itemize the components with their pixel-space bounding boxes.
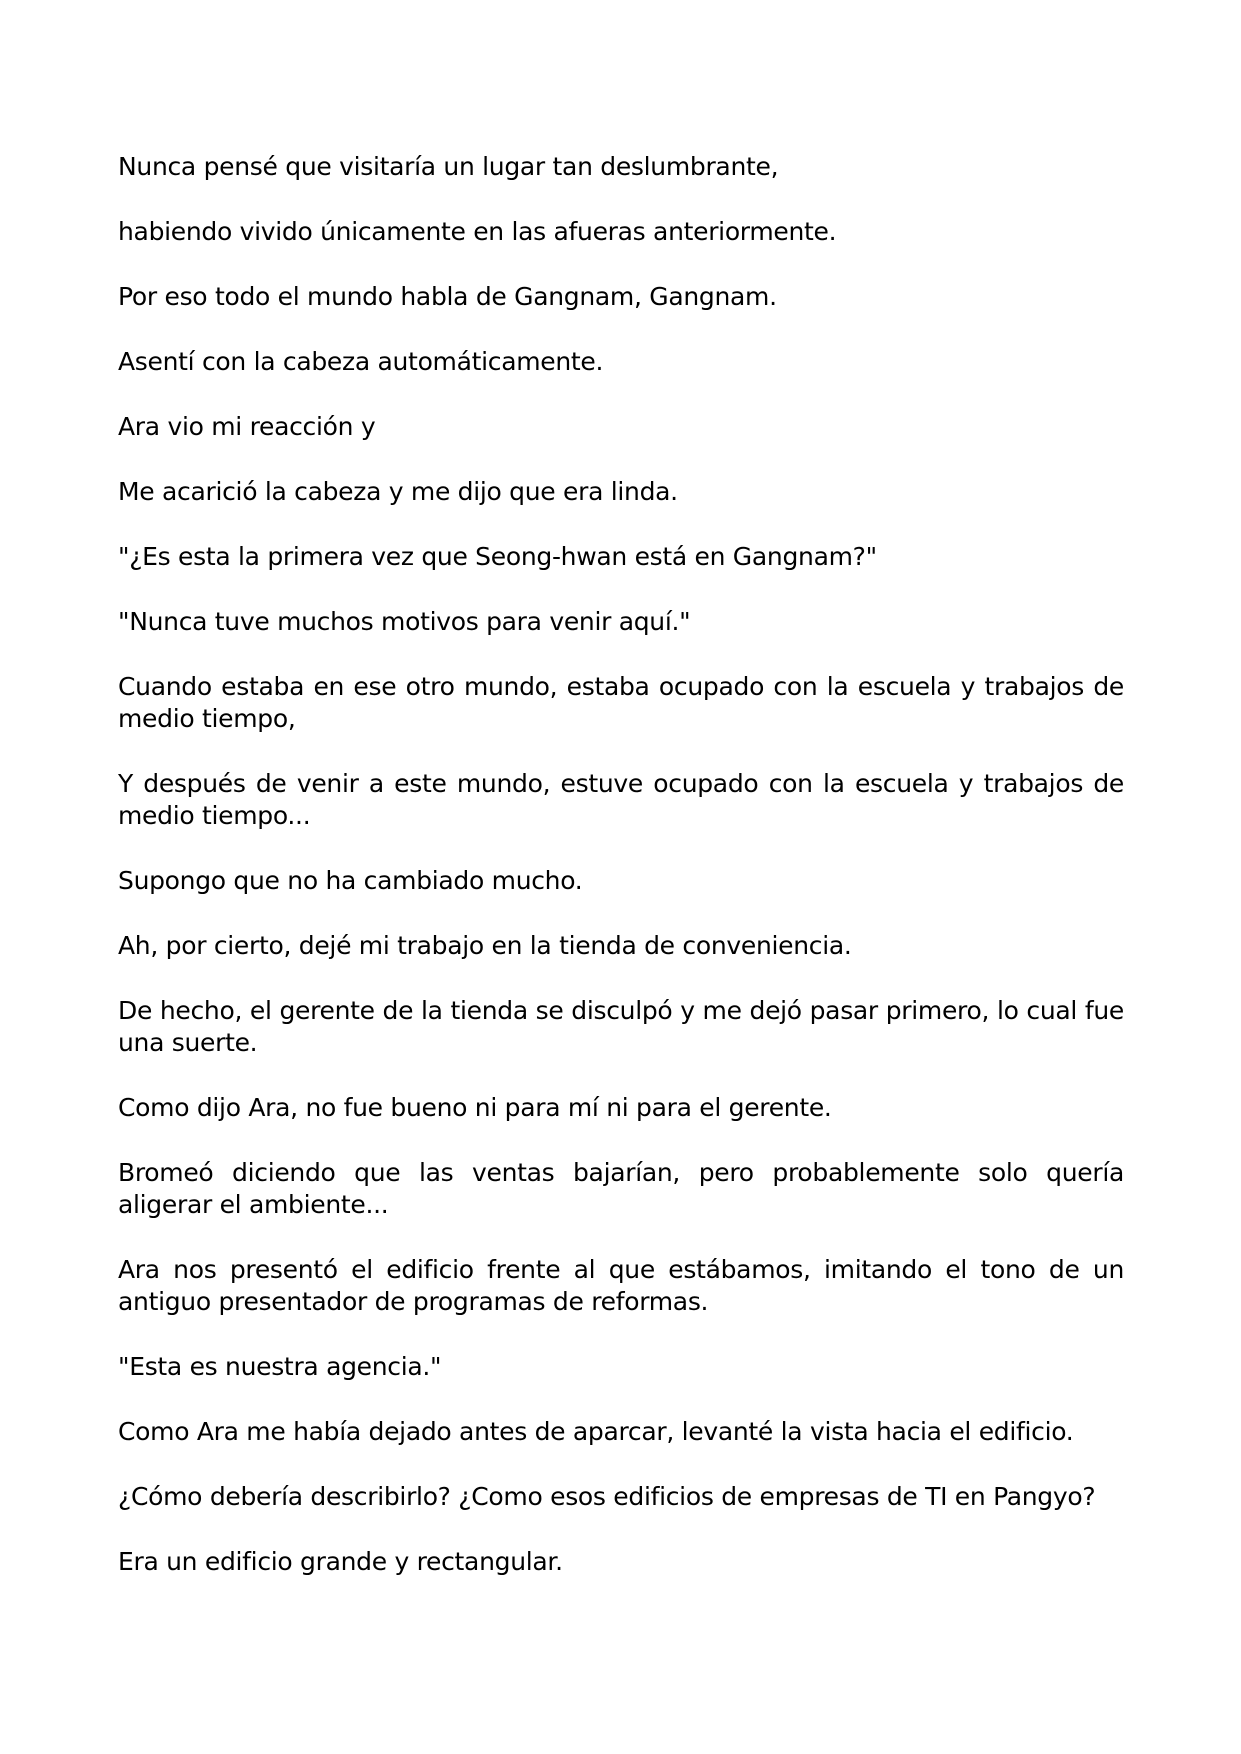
paragraph-20: Era un edificio grande y rectangular. (118, 1547, 563, 1576)
paragraph-5: Ara vio mi reacción y (118, 412, 376, 441)
document-page (118, 151, 1124, 1611)
paragraph-18: Como Ara me había dejado antes de aparcar, levanté la vista hacia el edificio. (118, 1417, 1074, 1446)
paragraph-8: "Nunca tuve muchos motivos para venir aquí." (118, 607, 691, 636)
paragraph-1: Nunca pensé que visitaría un lugar tan deslumbrante, (118, 152, 779, 181)
paragraph-16: Ara nos presentó el edificio frente al que estábamos, imitando el tono de un antiguo presentador de programas de reformas. (118, 1255, 1124, 1316)
paragraph-9: Cuando estaba en ese otro mundo, estaba ocupado con la escuela y trabajos de medio tiempo, (118, 672, 1124, 733)
paragraph-6: Me acarició la cabeza y me dijo que era linda. (118, 477, 678, 506)
paragraph-15: Bromeó diciendo que las ventas bajarían, pero probablemente solo quería aligerar el ambiente... (118, 1158, 1124, 1219)
paragraph-10: Y después de venir a este mundo, estuve ocupado con la escuela y trabajos de medio tiempo... (118, 769, 1124, 830)
paragraph-19: ¿Cómo debería describirlo? ¿Como esos edificios de empresas de TI en Pangyo? (118, 1482, 1096, 1511)
paragraph-14: Como dijo Ara, no fue bueno ni para mí ni para el gerente. (118, 1093, 832, 1122)
paragraph-13: De hecho, el gerente de la tienda se disculpó y me dejó pasar primero, lo cual fue una suerte. (118, 996, 1124, 1057)
paragraph-3: Por eso todo el mundo habla de Gangnam, Gangnam. (118, 282, 777, 311)
paragraph-17: "Esta es nuestra agencia." (118, 1352, 442, 1381)
paragraph-4: Asentí con la cabeza automáticamente. (118, 347, 604, 376)
paragraph-12: Ah, por cierto, dejé mi trabajo en la tienda de conveniencia. (118, 931, 852, 960)
paragraph-11: Supongo que no ha cambiado mucho. (118, 866, 583, 895)
paragraph-7: "¿Es esta la primera vez que Seong-hwan está en Gangnam?" (118, 542, 877, 571)
paragraph-2: habiendo vivido únicamente en las afueras anteriormente. (118, 217, 837, 246)
